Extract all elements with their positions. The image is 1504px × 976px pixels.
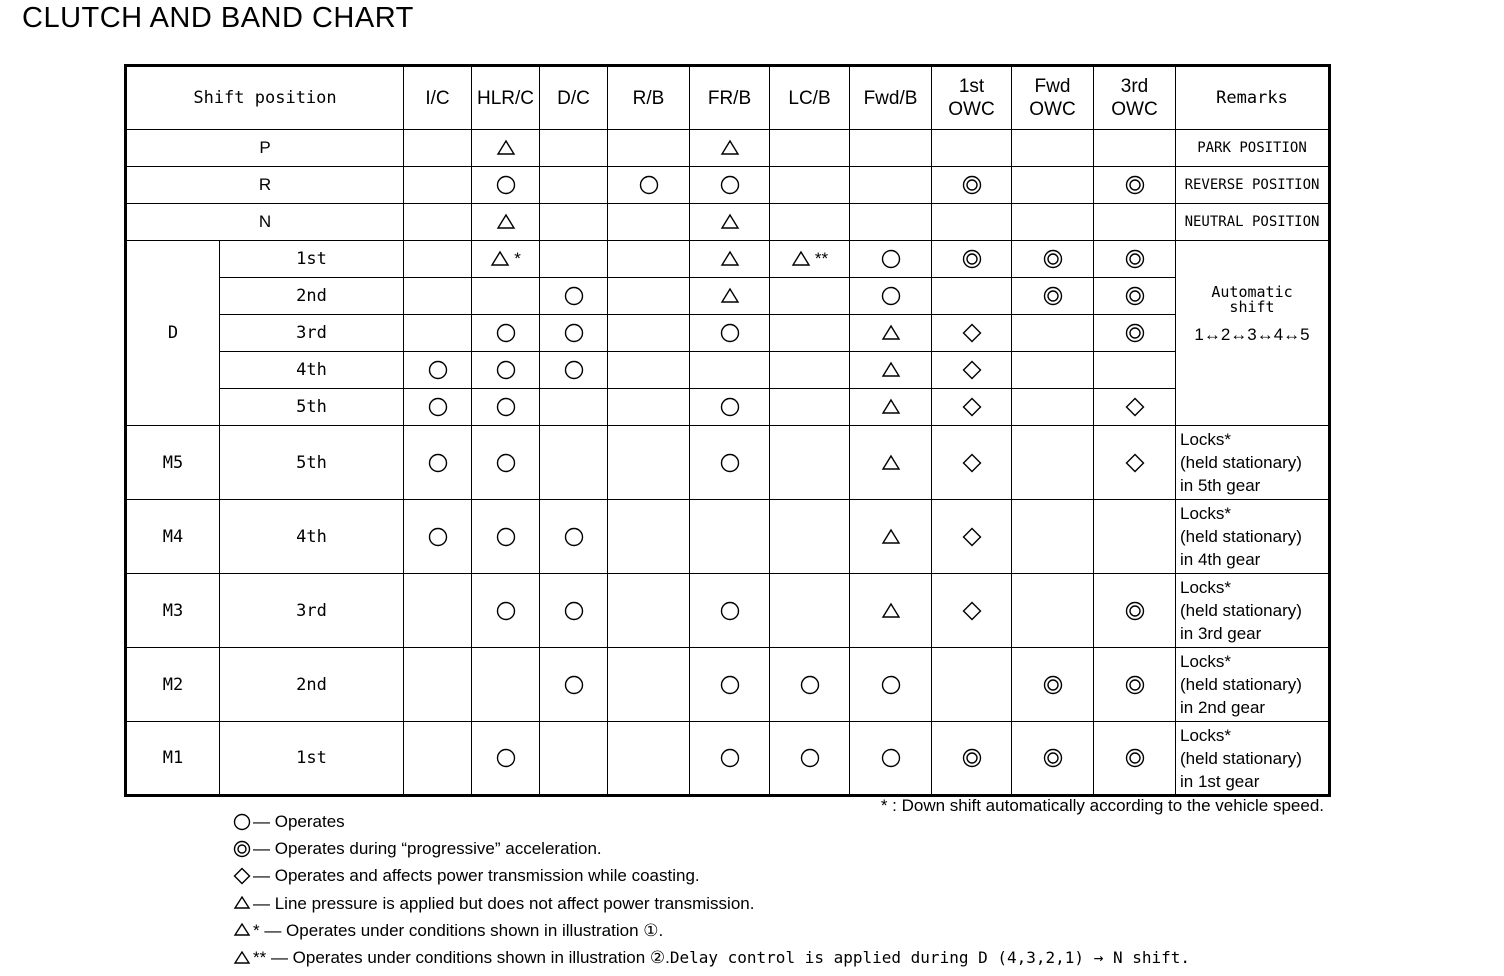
chart-cell xyxy=(770,315,850,352)
chart-cell xyxy=(770,241,850,278)
header-shift-position: Shift position xyxy=(126,66,404,130)
chart-cell xyxy=(540,130,608,167)
chart-cell xyxy=(1012,352,1094,389)
gear-label: 5th xyxy=(220,426,404,500)
chart-cell xyxy=(850,352,932,389)
chart-cell xyxy=(1094,722,1176,796)
chart-cell xyxy=(1012,722,1094,796)
chart-cell xyxy=(770,389,850,426)
remark-cell: Locks* (held stationary) in 4th gear xyxy=(1176,500,1330,574)
chart-cell xyxy=(932,204,1012,241)
double-circle-icon xyxy=(1125,323,1145,343)
chart-cell xyxy=(850,315,932,352)
chart-cell xyxy=(608,241,690,278)
chart-cell xyxy=(932,278,1012,315)
chart-cell xyxy=(404,204,472,241)
chart-cell xyxy=(932,167,1012,204)
chart-cell xyxy=(1012,648,1094,722)
legend-item: — Operates during “progressive” acceleration. xyxy=(233,835,1190,862)
chart-cell xyxy=(690,574,770,648)
chart-cell xyxy=(1012,204,1094,241)
chart-cell xyxy=(1094,278,1176,315)
double-circle-icon xyxy=(1043,286,1063,306)
chart-cell xyxy=(608,500,690,574)
header-fwdb: Fwd/B xyxy=(850,66,932,130)
chart-cell xyxy=(1012,426,1094,500)
header-fwd-owc: Fwd OWC xyxy=(1012,66,1094,130)
triangle-icon xyxy=(490,249,510,269)
chart-cell xyxy=(472,204,540,241)
triangle-icon xyxy=(720,212,740,232)
chart-cell xyxy=(1094,500,1176,574)
circle-operates-icon xyxy=(496,360,516,380)
row-m5 xyxy=(126,426,1330,500)
circle-operates-icon xyxy=(496,527,516,547)
triangle-icon xyxy=(881,323,901,343)
triangle-icon xyxy=(496,212,516,232)
chart-cell xyxy=(770,648,850,722)
diamond-icon xyxy=(962,397,982,417)
chart-cell xyxy=(690,167,770,204)
chart-cell xyxy=(850,426,932,500)
row-p xyxy=(126,130,1330,167)
circle-operates-icon xyxy=(564,601,584,621)
position-label: M5 xyxy=(126,426,220,500)
diamond-icon xyxy=(233,867,251,885)
circle-operates-icon xyxy=(496,601,516,621)
chart-cell xyxy=(404,352,472,389)
asterisk-note: ** xyxy=(814,249,829,268)
circle-operates-icon xyxy=(496,323,516,343)
chart-cell xyxy=(1094,352,1176,389)
row-d-3rd xyxy=(126,315,1330,352)
chart-cell xyxy=(404,574,472,648)
chart-cell xyxy=(540,278,608,315)
triangle-icon xyxy=(720,138,740,158)
diamond-icon xyxy=(962,601,982,621)
position-label: M1 xyxy=(126,722,220,796)
chart-cell xyxy=(1012,500,1094,574)
chart-cell xyxy=(932,648,1012,722)
chart-cell xyxy=(770,204,850,241)
chart-cell xyxy=(540,722,608,796)
chart-cell xyxy=(540,389,608,426)
gear-label: 4th xyxy=(220,352,404,389)
header-rb: R/B xyxy=(608,66,690,130)
chart-cell xyxy=(1012,167,1094,204)
chart-cell xyxy=(690,722,770,796)
chart-cell xyxy=(850,389,932,426)
chart-cell xyxy=(608,426,690,500)
circle-operates-icon xyxy=(720,323,740,343)
chart-cell xyxy=(608,278,690,315)
chart-cell xyxy=(404,648,472,722)
circle-operates-icon xyxy=(720,175,740,195)
row-d-4th xyxy=(126,352,1330,389)
circle-operates-icon xyxy=(564,286,584,306)
chart-cell xyxy=(608,722,690,796)
chart-cell xyxy=(1094,315,1176,352)
chart-cell xyxy=(540,500,608,574)
diamond-icon xyxy=(1125,397,1145,417)
circle-operates-icon xyxy=(496,453,516,473)
diamond-icon xyxy=(962,453,982,473)
chart-cell xyxy=(690,130,770,167)
chart-cell xyxy=(932,315,1012,352)
chart-cell xyxy=(540,426,608,500)
circle-operates-icon xyxy=(233,813,251,831)
header-ic: I/C xyxy=(404,66,472,130)
chart-cell xyxy=(472,241,540,278)
page-title: CLUTCH AND BAND CHART xyxy=(22,2,414,34)
gear-label: 1st xyxy=(220,722,404,796)
remark-cell: Locks* (held stationary) in 1st gear xyxy=(1176,722,1330,796)
header-1st-owc: 1st OWC xyxy=(932,66,1012,130)
triangle-icon xyxy=(881,360,901,380)
circle-operates-icon xyxy=(428,527,448,547)
circle-operates-icon xyxy=(720,675,740,695)
chart-cell xyxy=(404,389,472,426)
chart-cell xyxy=(472,500,540,574)
circle-operates-icon xyxy=(564,527,584,547)
triangle-icon xyxy=(791,249,811,269)
chart-cell xyxy=(540,241,608,278)
circle-operates-icon xyxy=(496,748,516,768)
header-frb: FR/B xyxy=(690,66,770,130)
chart-cell xyxy=(932,352,1012,389)
double-circle-icon xyxy=(1125,601,1145,621)
circle-operates-icon xyxy=(720,397,740,417)
double-circle-icon xyxy=(1043,249,1063,269)
chart-cell xyxy=(472,648,540,722)
chart-cell xyxy=(690,241,770,278)
footnote: * : Down shift automatically according to the vehicle speed. xyxy=(880,796,1324,815)
header-remarks: Remarks xyxy=(1176,66,1330,130)
chart-cell xyxy=(472,167,540,204)
gear-label: 3rd xyxy=(220,574,404,648)
row-m3 xyxy=(126,574,1330,648)
chart-cell xyxy=(770,278,850,315)
gear-label: 2nd xyxy=(220,278,404,315)
circle-operates-icon xyxy=(564,675,584,695)
chart-cell xyxy=(540,648,608,722)
chart-cell xyxy=(770,130,850,167)
chart-cell xyxy=(404,130,472,167)
row-m4 xyxy=(126,500,1330,574)
position-label: N xyxy=(126,204,404,241)
diamond-icon xyxy=(962,360,982,380)
legend-item: ** — Operates under conditions shown in illustration ②. Delay control is applied during D (4,3,2,1) → N shift. xyxy=(233,944,1190,971)
triangle-icon xyxy=(720,249,740,269)
circle-operates-icon xyxy=(881,249,901,269)
chart-cell xyxy=(472,278,540,315)
chart-cell xyxy=(690,500,770,574)
gear-label: 4th xyxy=(220,500,404,574)
circle-operates-icon xyxy=(720,453,740,473)
circle-operates-icon xyxy=(881,675,901,695)
chart-cell xyxy=(404,426,472,500)
chart-cell xyxy=(850,278,932,315)
double-circle-icon xyxy=(1125,175,1145,195)
header-row xyxy=(126,66,1330,130)
gear-label: 3rd xyxy=(220,315,404,352)
double-circle-icon xyxy=(962,249,982,269)
row-d-5th xyxy=(126,389,1330,426)
double-circle-icon xyxy=(1043,675,1063,695)
double-circle-icon xyxy=(962,748,982,768)
chart-cell xyxy=(770,574,850,648)
circle-operates-icon xyxy=(720,748,740,768)
chart-cell xyxy=(932,389,1012,426)
chart-cell xyxy=(932,241,1012,278)
circle-operates-icon xyxy=(564,360,584,380)
chart-cell xyxy=(404,500,472,574)
chart-cell xyxy=(850,130,932,167)
chart-cell xyxy=(472,315,540,352)
gear-label: 1st xyxy=(220,241,404,278)
chart-cell xyxy=(850,167,932,204)
header-dc: D/C xyxy=(540,66,608,130)
chart-cell xyxy=(690,352,770,389)
chart-cell xyxy=(1012,315,1094,352)
triangle-icon xyxy=(881,601,901,621)
chart-cell xyxy=(404,167,472,204)
diamond-icon xyxy=(1125,453,1145,473)
chart-cell xyxy=(932,574,1012,648)
triangle-icon xyxy=(233,949,251,967)
chart-cell xyxy=(608,574,690,648)
chart-cell xyxy=(608,315,690,352)
gear-label: 5th xyxy=(220,389,404,426)
header-3rd-owc: 3rd OWC xyxy=(1094,66,1176,130)
double-circle-icon xyxy=(1125,286,1145,306)
chart-cell xyxy=(850,500,932,574)
chart-cell xyxy=(1094,167,1176,204)
legend-item: — Operates and affects power transmission while coasting. xyxy=(233,862,1190,889)
chart-cell xyxy=(540,352,608,389)
remark-cell: Locks* (held stationary) in 5th gear xyxy=(1176,426,1330,500)
chart-cell xyxy=(608,130,690,167)
position-label: R xyxy=(126,167,404,204)
chart-cell xyxy=(472,722,540,796)
chart-cell xyxy=(540,204,608,241)
chart-cell xyxy=(404,315,472,352)
triangle-icon xyxy=(881,397,901,417)
chart-cell xyxy=(932,500,1012,574)
legend-item: — Line pressure is applied but does not affect power transmission. xyxy=(233,890,1190,917)
triangle-icon xyxy=(881,453,901,473)
chart-cell xyxy=(540,167,608,204)
chart-cell xyxy=(608,167,690,204)
chart-cell xyxy=(608,352,690,389)
chart-cell xyxy=(850,204,932,241)
remark-automatic-shift: Automatic shift 1↔2↔3↔4↔5 xyxy=(1176,241,1330,426)
double-circle-icon xyxy=(233,840,251,858)
chart-cell xyxy=(472,426,540,500)
chart-cell xyxy=(932,426,1012,500)
position-label: P xyxy=(126,130,404,167)
circle-operates-icon xyxy=(639,175,659,195)
position-label: M2 xyxy=(126,648,220,722)
chart-cell xyxy=(1094,241,1176,278)
legend-item: * — Operates under conditions shown in illustration ①. xyxy=(233,917,1190,944)
chart-cell xyxy=(850,648,932,722)
circle-operates-icon xyxy=(800,675,820,695)
double-circle-icon xyxy=(1125,748,1145,768)
chart-cell xyxy=(472,389,540,426)
circle-operates-icon xyxy=(881,748,901,768)
chart-cell xyxy=(770,426,850,500)
legend-item: — Operates xyxy=(233,808,1190,835)
chart-cell xyxy=(608,204,690,241)
header-lcb: LC/B xyxy=(770,66,850,130)
row-r xyxy=(126,167,1330,204)
circle-operates-icon xyxy=(881,286,901,306)
circle-operates-icon xyxy=(720,601,740,621)
diamond-icon xyxy=(962,323,982,343)
chart-cell xyxy=(850,241,932,278)
circle-operates-icon xyxy=(428,360,448,380)
chart-cell xyxy=(770,722,850,796)
chart-cell xyxy=(472,574,540,648)
remark-cell: Locks* (held stationary) in 3rd gear xyxy=(1176,574,1330,648)
triangle-icon xyxy=(720,286,740,306)
legend xyxy=(233,808,1190,971)
chart-cell xyxy=(850,574,932,648)
double-circle-icon xyxy=(1125,675,1145,695)
circle-operates-icon xyxy=(428,397,448,417)
remark-cell: Locks* (held stationary) in 2nd gear xyxy=(1176,648,1330,722)
double-circle-icon xyxy=(962,175,982,195)
chart-cell xyxy=(690,648,770,722)
chart-cell xyxy=(1094,389,1176,426)
position-label: M3 xyxy=(126,574,220,648)
header-hlrc: HLR/C xyxy=(472,66,540,130)
chart-cell xyxy=(1012,389,1094,426)
chart-cell xyxy=(540,315,608,352)
diamond-icon xyxy=(962,527,982,547)
asterisk-note: * xyxy=(514,249,521,268)
chart-cell xyxy=(404,722,472,796)
gear-label: 2nd xyxy=(220,648,404,722)
chart-cell xyxy=(690,278,770,315)
chart-cell xyxy=(1094,648,1176,722)
chart-cell xyxy=(850,722,932,796)
chart-cell xyxy=(690,389,770,426)
chart-cell xyxy=(540,574,608,648)
triangle-icon xyxy=(233,894,251,912)
chart-cell xyxy=(770,500,850,574)
chart-cell xyxy=(690,426,770,500)
position-label: M4 xyxy=(126,500,220,574)
chart-cell xyxy=(1012,241,1094,278)
chart-cell xyxy=(770,167,850,204)
chart-cell xyxy=(472,130,540,167)
triangle-icon xyxy=(233,921,251,939)
circle-operates-icon xyxy=(496,397,516,417)
position-label: D xyxy=(126,241,220,426)
chart-cell xyxy=(690,315,770,352)
double-circle-icon xyxy=(1125,249,1145,269)
chart-cell xyxy=(932,722,1012,796)
row-d-1st xyxy=(126,241,1330,278)
circle-operates-icon xyxy=(564,323,584,343)
chart-cell xyxy=(608,648,690,722)
triangle-icon xyxy=(881,527,901,547)
remark-cell: PARK POSITION xyxy=(1176,130,1330,167)
row-m2 xyxy=(126,648,1330,722)
row-d-2nd xyxy=(126,278,1330,315)
chart-cell xyxy=(1094,130,1176,167)
chart-cell xyxy=(404,241,472,278)
triangle-icon xyxy=(496,138,516,158)
chart-cell xyxy=(608,389,690,426)
chart-cell xyxy=(1012,574,1094,648)
remark-cell: REVERSE POSITION xyxy=(1176,167,1330,204)
chart-cell xyxy=(472,352,540,389)
chart-cell xyxy=(1012,130,1094,167)
clutch-band-table xyxy=(124,64,1331,797)
remark-cell: NEUTRAL POSITION xyxy=(1176,204,1330,241)
chart-cell xyxy=(1012,278,1094,315)
chart-cell xyxy=(770,352,850,389)
chart-cell xyxy=(690,204,770,241)
row-n xyxy=(126,204,1330,241)
chart-cell xyxy=(932,130,1012,167)
chart-cell xyxy=(1094,426,1176,500)
double-circle-icon xyxy=(1043,748,1063,768)
row-m1 xyxy=(126,722,1330,796)
circle-operates-icon xyxy=(800,748,820,768)
chart-cell xyxy=(1094,574,1176,648)
chart-cell xyxy=(1094,204,1176,241)
circle-operates-icon xyxy=(428,453,448,473)
circle-operates-icon xyxy=(496,175,516,195)
chart-cell xyxy=(404,278,472,315)
